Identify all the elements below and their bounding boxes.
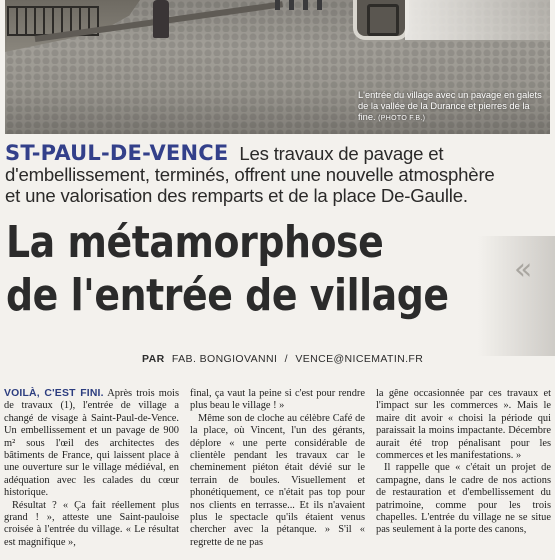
photo-caption-text: L'entrée du village avec un pavage en galets de la vallée de la Durance et pierres de la fine. <box>358 90 542 122</box>
adjacent-article-fragment <box>478 236 555 356</box>
paragraph: final, ça vaut la peine si c'est pour rendre plus beau le village ! » <box>190 388 365 412</box>
place-name: ST-PAUL-DE-VENCE <box>5 141 229 165</box>
headline-line-2: de l'entrée de village <box>6 270 449 321</box>
byline-email[interactable]: VENCE@NICEMATIN.FR <box>295 353 424 365</box>
article-strap <box>5 143 555 206</box>
lead-in: VOILÀ, C'EST FINI. <box>4 388 104 399</box>
article-column-2 <box>190 388 365 549</box>
paragraph-text: Après trois mois de travaux (1), l'entrée de village a changé de visage à Saint-Paul-de-Vence. Un embellissement et un pavage de 900 m² sous l'œil des architectes des bâtiments de France, qui laissent place à une ouverture sur le village médiéval, en adéquation avec les calades du cœur historique. <box>4 388 179 499</box>
headline <box>6 216 470 322</box>
photo-caption <box>358 90 544 124</box>
article-photo <box>5 0 550 134</box>
article-column-1 <box>4 388 179 549</box>
paragraph: Résultat ? « Ça fait réellement plus grand ! », atteste une Saint-pauloise croisée à l'entrée du village. « Le résultat est magnifique », <box>4 499 179 548</box>
cannon-planter <box>357 0 405 36</box>
distant-pedestrians <box>275 0 329 10</box>
byline-author: FAB. BONGIOVANNI <box>171 353 278 365</box>
paragraph: Il rappelle que « c'était un projet de campagne, dans le cadre de nos actions de restauration et d'embellissement du patrimoine, comme pour les trois chapelles. L'entrée du village ne se situe pas seulement à la porte des canons, <box>376 462 551 536</box>
strap-line-1 <box>5 143 555 164</box>
photo-credit: (PHOTO F.B.) <box>378 115 426 122</box>
paragraph <box>4 388 179 500</box>
headline-line-1: La métamorphose <box>6 217 384 268</box>
strap-text-1: Les travaux de pavage et <box>239 143 444 164</box>
strap-line-2: d'embellissement, terminés, offrent une nouvelle atmosphère <box>5 164 495 185</box>
strap-line-3: et une valorisation des remparts et de la place De-Gaulle. <box>5 185 468 206</box>
sunlit-area <box>405 0 550 40</box>
byline-par: PAR <box>142 353 165 365</box>
byline-separator: / <box>284 353 288 365</box>
article-column-3 <box>376 388 551 537</box>
paragraph: la gêne occasionnée par ces travaux et l'impact sur les commerces ». Mais le maire dit avoir « choisi la période qui paraissait la moins impactante. Décembre aurait été trop pénalisant pour les commerces et les manifestations. » <box>376 388 551 462</box>
byline <box>142 353 552 365</box>
paragraph: Même son de cloche au célèbre Café de la place, où Vincent, l'un des gérants, déplore « une perte considérable de clientèle pendant les travaux car le cheminement piéton était dévié sur le terrain de boules. Visuellement et phonétiquement, ce n'était pas top pour nos clients en terrasse... Et ils n'avaient plus le spectacle qu'ils étaient venus chercher avec la pétanque. » S'il « regrette de ne pas <box>190 412 365 548</box>
pedestrian-figure <box>153 0 169 38</box>
